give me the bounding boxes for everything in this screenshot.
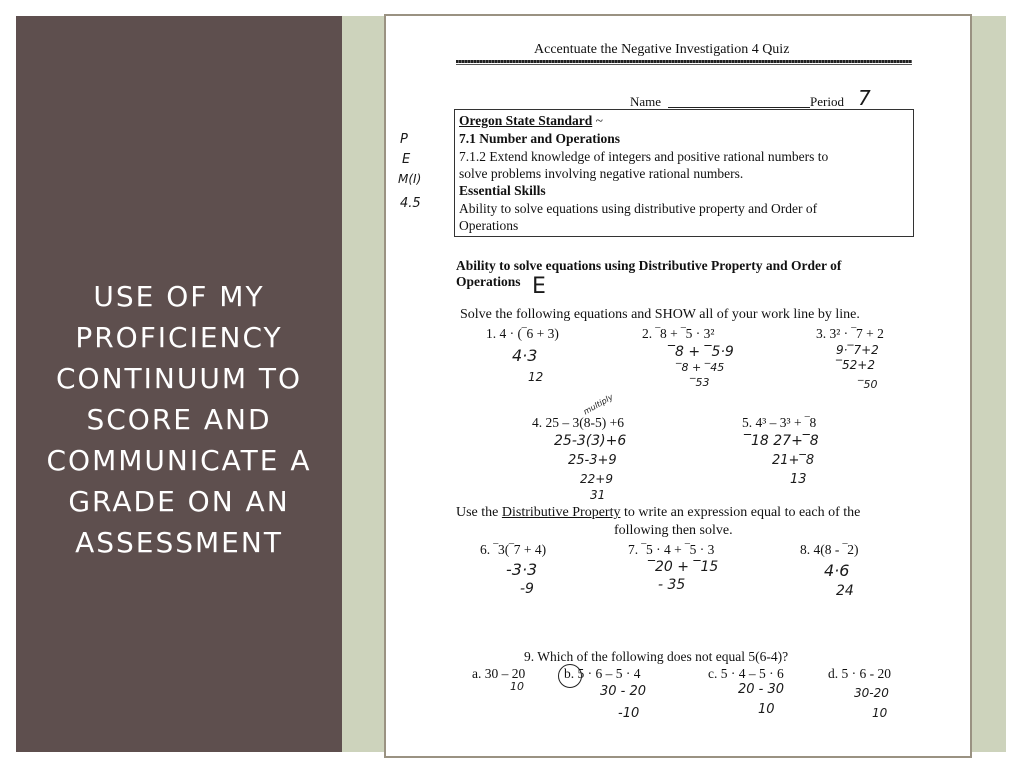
problem-3-work-1: 9·‾7+2: [836, 343, 879, 357]
problem-2: 2. ‾8 + ‾5 · 3²: [642, 326, 715, 341]
problem-3: 3. 3² · ‾7 + 2: [816, 326, 884, 341]
standard-box: [454, 109, 914, 237]
section2-instructions: [456, 505, 860, 521]
problem-2-work-1: ‾8 + ‾5·9: [668, 344, 734, 360]
quiz-scan: [384, 14, 972, 758]
problem-8-work-2: 24: [836, 583, 854, 599]
skills-text-1: Ability to solve equations using distributive property and Order of: [459, 201, 818, 216]
problem-2-work-3: ‾53: [690, 376, 710, 389]
problem-1-work-2: 12: [528, 370, 544, 384]
name-label: Name: [630, 94, 662, 109]
problem-1-work-1: 4·3: [512, 346, 538, 365]
problem-7-work-1: ‾20 + ‾15: [648, 559, 719, 575]
option-c-work-2: 10: [758, 702, 775, 717]
standard-heading: Oregon State Standard: [459, 113, 593, 128]
standard-heading-row: [459, 113, 603, 129]
option-b: b. 5 · 6 – 5 · 4: [564, 666, 641, 681]
problem-6-work-2: -9: [520, 581, 534, 597]
option-a-work: 10: [510, 680, 524, 693]
title-rule: [456, 60, 912, 63]
problem-6-work-1: -3·3: [506, 560, 538, 579]
margin-note-p: P: [400, 132, 408, 147]
title-panel: [16, 16, 342, 752]
section1-grade: E: [532, 274, 546, 299]
section2-instr-suffix: to write an expression equal to each of the: [620, 505, 861, 520]
problem-1: 1. 4 · (‾6 + 3): [486, 326, 559, 341]
margin-note-e: E: [402, 152, 411, 167]
option-c-work-1: 20 - 30: [738, 682, 785, 697]
section1-heading-line1: Ability to solve equations using Distributive Property and Order of: [456, 258, 842, 273]
standard-heading-suffix: ~: [592, 113, 603, 128]
problem-4: 4. 25 – 3(8-5) +6: [532, 415, 624, 430]
problem-4-work-2: 25-3+9: [568, 453, 617, 468]
name-line: [668, 107, 748, 108]
skills-text-2: Operations: [459, 218, 519, 233]
option-c: c. 5 · 4 – 5 · 6: [708, 666, 784, 681]
standard-text-1: 7.1.2 Extend knowledge of integers and positive rational numbers to: [459, 149, 829, 164]
standard-text-2: solve problems involving negative rational numbers.: [459, 166, 744, 181]
margin-note-score: 4.5: [400, 196, 421, 211]
problem-6: 6. ‾3(‾7 + 4): [480, 542, 547, 557]
problem-3-work-2: ‾52+2: [836, 358, 875, 372]
problem-4-work-1: 25-3(3)+6: [554, 433, 627, 449]
problem-8: 8. 4(8 - ‾2): [800, 542, 859, 557]
question-9: 9. Which of the following does not equal 5(6-4)?: [524, 649, 789, 664]
quiz-title: Accentuate the Negative Investigation 4 Quiz: [534, 42, 790, 57]
problem-2-work-2: ‾8 + ‾45: [676, 361, 725, 374]
problem-4-note: multiply: [581, 392, 615, 417]
problem-8-work-1: 4·6: [824, 561, 850, 580]
problem-4-work-3: 22+9: [580, 472, 613, 486]
period-value: 7: [858, 86, 871, 110]
title-rule-thin: [456, 64, 912, 65]
section2-instructions-2: following then solve.: [614, 523, 733, 538]
problem-7-work-2: - 35: [658, 577, 686, 593]
section1-heading: [456, 258, 841, 290]
problem-5: 5. 4³ – 3³ + ‾8: [742, 415, 817, 430]
section1-heading-line2: Operations: [456, 274, 521, 289]
section1-instructions: Solve the following equations and SHOW all of your work line by line.: [460, 307, 860, 322]
period-line: [748, 107, 810, 108]
option-b-work-1: 30 - 20: [600, 684, 647, 699]
option-d-work-2: 10: [872, 706, 888, 720]
problem-5-work-3: 13: [790, 472, 807, 487]
problem-7: 7. ‾5 · 4 + ‾5 · 3: [628, 542, 715, 557]
option-b-work-2: -10: [618, 706, 640, 721]
section2-instr-prefix: Use the: [456, 505, 502, 520]
problem-5-work-2: 21+‾8: [772, 453, 815, 468]
problem-5-work-1: ‾18 27+‾8: [744, 433, 819, 449]
skills-heading: Essential Skills: [459, 183, 546, 198]
option-d: d. 5 · 6 - 20: [828, 666, 891, 681]
option-d-work-1: 30-20: [854, 686, 889, 700]
problem-4-work-4: 31: [590, 488, 606, 502]
margin-note-m: M(I): [398, 172, 422, 186]
standard-subheading: 7.1 Number and Operations: [459, 131, 621, 146]
period-label: Period: [810, 94, 844, 109]
problem-3-work-3: ‾50: [858, 378, 878, 391]
section2-instr-term: Distributive Property: [501, 505, 621, 520]
slide-title: USE OF MY PROFICIENCY CONTINUUM TO SCORE AND COMMUNICATE A GRADE ON AN ASSESSMENT: [46, 280, 312, 559]
option-a: a. 30 – 20: [472, 666, 526, 681]
